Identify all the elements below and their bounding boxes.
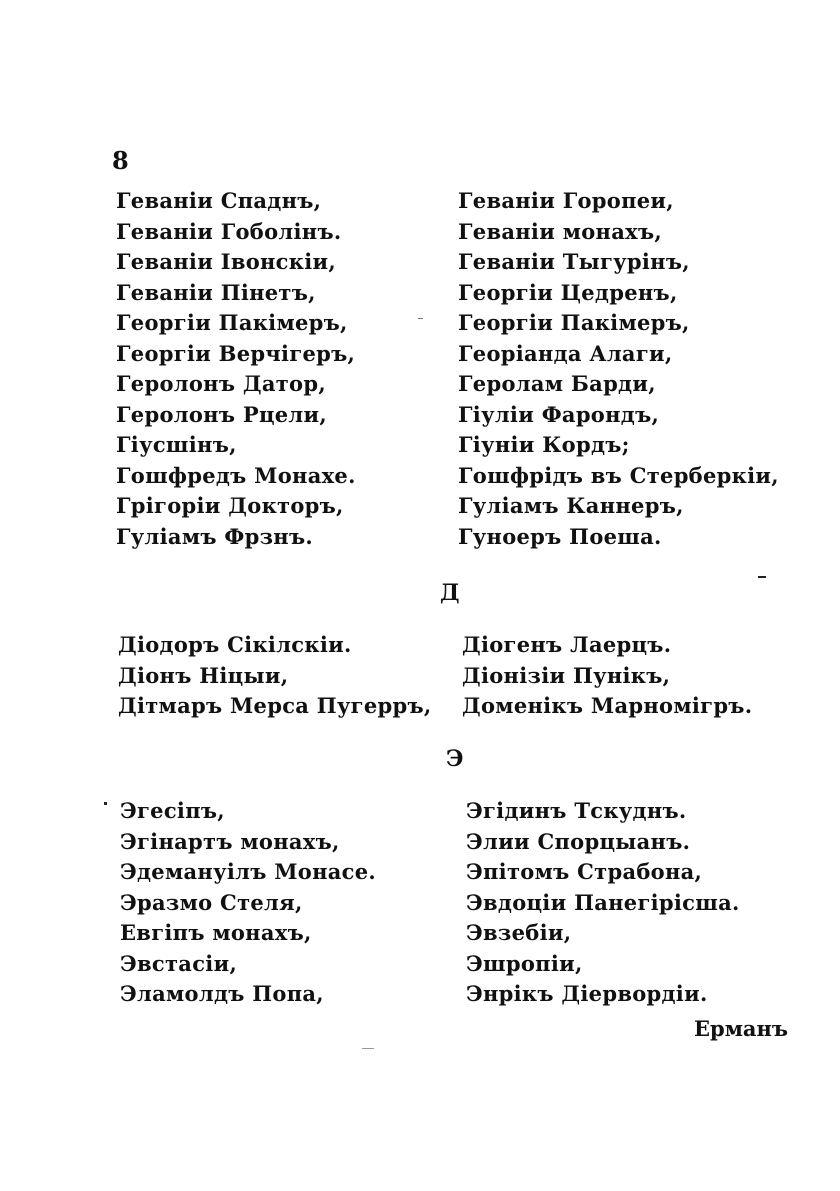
- name-entry: Эламолдъ Попа,: [120, 981, 324, 1006]
- name-entry: Гуліамъ Каннеръ,: [458, 493, 684, 518]
- name-entry: Георгіи Верчігеръ,: [116, 340, 356, 366]
- section-heading-d: Д: [440, 580, 460, 606]
- name-entry: Эдемануілъ Монасе.: [120, 859, 377, 884]
- name-entry: Геваніи монахъ,: [458, 218, 662, 244]
- page-number: 8: [112, 146, 129, 175]
- name-entry: Діонъ Ніцыи,: [118, 662, 289, 688]
- name-list-d-right: [462, 630, 752, 722]
- name-entry: Гіуніи Кордъ;: [458, 432, 630, 457]
- name-entry: Геваніи Івонскіи,: [116, 249, 337, 274]
- name-list-e-left: [120, 796, 376, 1010]
- name-entry: Евгіпъ монахъ,: [120, 920, 312, 945]
- print-mark: [362, 1048, 374, 1049]
- name-entry: Георіанда Алаги,: [458, 340, 673, 366]
- print-mark: [418, 318, 423, 319]
- name-entry: Геролонъ Датор,: [116, 371, 326, 396]
- name-entry: Эшропіи,: [466, 950, 583, 976]
- name-entry: Георгіи Цедренъ,: [458, 279, 678, 305]
- name-entry: Геролам Барди,: [458, 371, 656, 396]
- name-entry: Гошфрідъ въ Стерберкіи,: [458, 462, 779, 488]
- name-entry: Геролонъ Рцели,: [116, 401, 328, 427]
- name-entry: Діодоръ Сікілскіи.: [118, 632, 352, 657]
- name-entry: Георгіи Пакімеръ,: [458, 310, 690, 335]
- name-entry: Энрікъ Діервордіи.: [466, 981, 708, 1006]
- catchword: Ерманъ: [694, 1016, 789, 1041]
- section-heading-e: Э: [446, 746, 464, 772]
- name-entry: Діонізіи Пунікъ,: [462, 662, 671, 688]
- name-list-d-left: [118, 630, 432, 722]
- name-entry: Эгідинъ Тскуднъ.: [466, 798, 687, 823]
- name-entry: Діогенъ Лаерцъ.: [462, 632, 672, 657]
- name-entry: Гуноеръ Поеша.: [458, 523, 662, 549]
- name-entry: Геваніи Пінетъ,: [116, 279, 316, 305]
- name-entry: Гіусшінъ,: [116, 432, 237, 457]
- name-entry: Геваніи Спаднъ,: [116, 188, 322, 213]
- name-entry: Доменікъ Марномігръ.: [462, 693, 753, 718]
- name-entry: Геваніи Тыгурінъ,: [458, 249, 690, 274]
- name-entry: Эразмо Стеля,: [120, 889, 303, 915]
- name-entry: Гуліамъ Фрзнъ.: [116, 523, 313, 549]
- name-entry: Элии Спорцыанъ.: [466, 828, 691, 854]
- name-list-g-right: [458, 186, 779, 552]
- name-entry: Дітмаръ Мерса Пугерръ,: [118, 693, 432, 718]
- name-entry: Грігоріи Докторъ,: [116, 493, 344, 518]
- name-list-e-right: [466, 796, 740, 1010]
- name-entry: Гошфредъ Монахе.: [116, 462, 356, 488]
- name-list-g-left: [116, 186, 356, 552]
- name-entry: Эгінартъ монахъ,: [120, 828, 340, 854]
- name-entry: Эпітомъ Страбона,: [466, 859, 703, 884]
- name-entry: Эвзебіи,: [466, 920, 572, 945]
- name-entry: Георгіи Пакімеръ,: [116, 310, 348, 335]
- name-entry: Геваніи Гоболінъ.: [116, 218, 342, 244]
- name-entry: Эвстасіи,: [120, 950, 238, 976]
- name-entry: Эвдоціи Панегірісша.: [466, 889, 740, 915]
- print-mark: [758, 576, 766, 578]
- name-entry: Гіуліи Фарондъ,: [458, 401, 660, 427]
- name-entry: Геваніи Горопеи,: [458, 188, 674, 213]
- print-mark: [104, 802, 107, 805]
- name-entry: Эгесіпъ,: [120, 798, 225, 823]
